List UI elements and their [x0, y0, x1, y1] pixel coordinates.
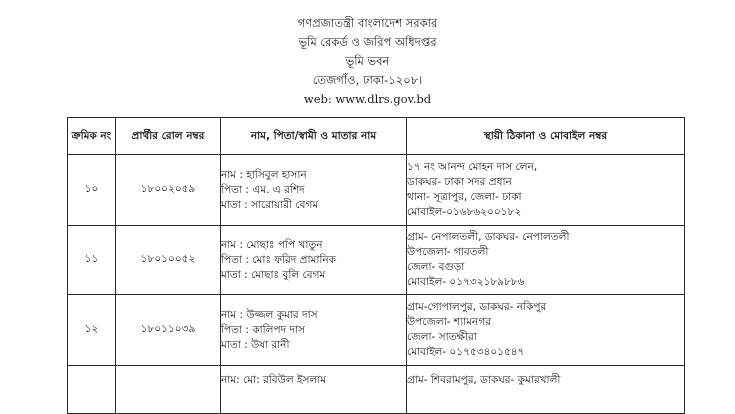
name-cell — [221, 295, 407, 366]
address-line: গ্রাম- শিবরামপুর, ডাকঘর- কুমারখালী — [407, 374, 561, 386]
header-government: গণপ্রজাতন্ত্রী বাংলাদেশ সরকার — [297, 16, 438, 30]
serial-cell — [68, 366, 116, 414]
roll-cell: ১৮০০২০৫৯ — [116, 155, 221, 226]
roll-cell: ১৮০১০০৫২ — [116, 226, 221, 295]
father-name: পিতা : মোঃ ফরিদ প্রামানিক — [221, 253, 337, 266]
column-header-name: নাম, পিতা/স্বামী ও মাতার নাম — [221, 118, 407, 155]
mobile-number: মোবাইল-০১৬৮৬২০০১৮২ — [407, 206, 522, 218]
address-line: উপজেলা- শ্যামনগর — [407, 316, 491, 328]
header-website: web: www.dlrs.gov.bd — [303, 92, 432, 106]
father-name: পিতা : কালিপদ দাস — [221, 323, 305, 336]
header-address: তেজগাঁও, ঢাকা-১২০৮। — [312, 73, 423, 87]
column-header-address: স্থায়ী ঠিকানা ও মোবাইল নম্বর — [407, 118, 685, 155]
address-line: জেলা- সাতক্ষীরা — [407, 331, 477, 343]
name-cell — [221, 226, 407, 295]
mobile-number: মোবাইল- ০১৭৫৩৪০১৫৪৭ — [407, 346, 525, 358]
candidate-name: নাম : উজ্জল কুমার দাস — [221, 308, 318, 321]
address-line: গ্রাম-গোপালপুর, ডাকঘর- নকিপুর — [407, 301, 547, 313]
address-line: গ্রাম- নেপালতলী, ডাকঘর- নেপালতলী — [407, 231, 570, 243]
candidate-name: নাম: মো: রবিউল ইসলাম — [221, 374, 327, 386]
mobile-number: মোবাইল- ০১৭৩২১৮৯৮৮৬ — [407, 276, 525, 288]
address-cell — [407, 366, 685, 414]
candidate-name: নাম : মোছাঃ পপি খাতুন — [221, 238, 323, 251]
roll-cell: ১৮০১১০৩৯ — [116, 295, 221, 366]
header-building: ভূমি ভবন — [345, 54, 390, 68]
roll-cell — [116, 366, 221, 414]
serial-cell: ১২ — [68, 295, 116, 366]
table-row — [68, 366, 685, 414]
candidate-table — [67, 117, 685, 414]
mother-name: মাতা : সারোয়ারী বেগম — [221, 198, 319, 211]
table-row — [68, 155, 685, 226]
document-header — [0, 14, 735, 109]
address-line: ১৭ নং আনন্দ মোহন দাস লেন, — [407, 161, 538, 173]
header-department: ভূমি রেকর্ড ও জরিপ অধিদপ্তর — [298, 35, 437, 49]
name-cell — [221, 366, 407, 414]
address-line: জেলা- বগুড়া — [407, 261, 465, 273]
serial-cell: ১০ — [68, 155, 116, 226]
name-cell — [221, 155, 407, 226]
candidate-name: নাম : হাসিবুল হাসান — [221, 168, 307, 181]
address-cell — [407, 295, 685, 366]
serial-cell: ১১ — [68, 226, 116, 295]
table-row — [68, 295, 685, 366]
father-name: পিতা : এম. এ রশিদ — [221, 183, 305, 196]
table-header-row — [68, 118, 685, 155]
table-row — [68, 226, 685, 295]
address-cell — [407, 155, 685, 226]
address-cell — [407, 226, 685, 295]
address-line: উপজেলা- গাবতলী — [407, 246, 489, 258]
mother-name: মাতা : উষা রানী — [221, 338, 290, 351]
address-line: থানা- সূত্রাপুর, জেলা- ঢাকা — [407, 191, 522, 203]
column-header-serial: ক্রমিক নং — [68, 118, 116, 155]
column-header-roll: প্রার্থীর রোল নম্বর — [116, 118, 221, 155]
mother-name: মাতা : মোছাঃ বুলি বেগম — [221, 268, 326, 281]
address-line: ডাকঘর- ঢাকা সদর প্রধান — [407, 176, 512, 188]
